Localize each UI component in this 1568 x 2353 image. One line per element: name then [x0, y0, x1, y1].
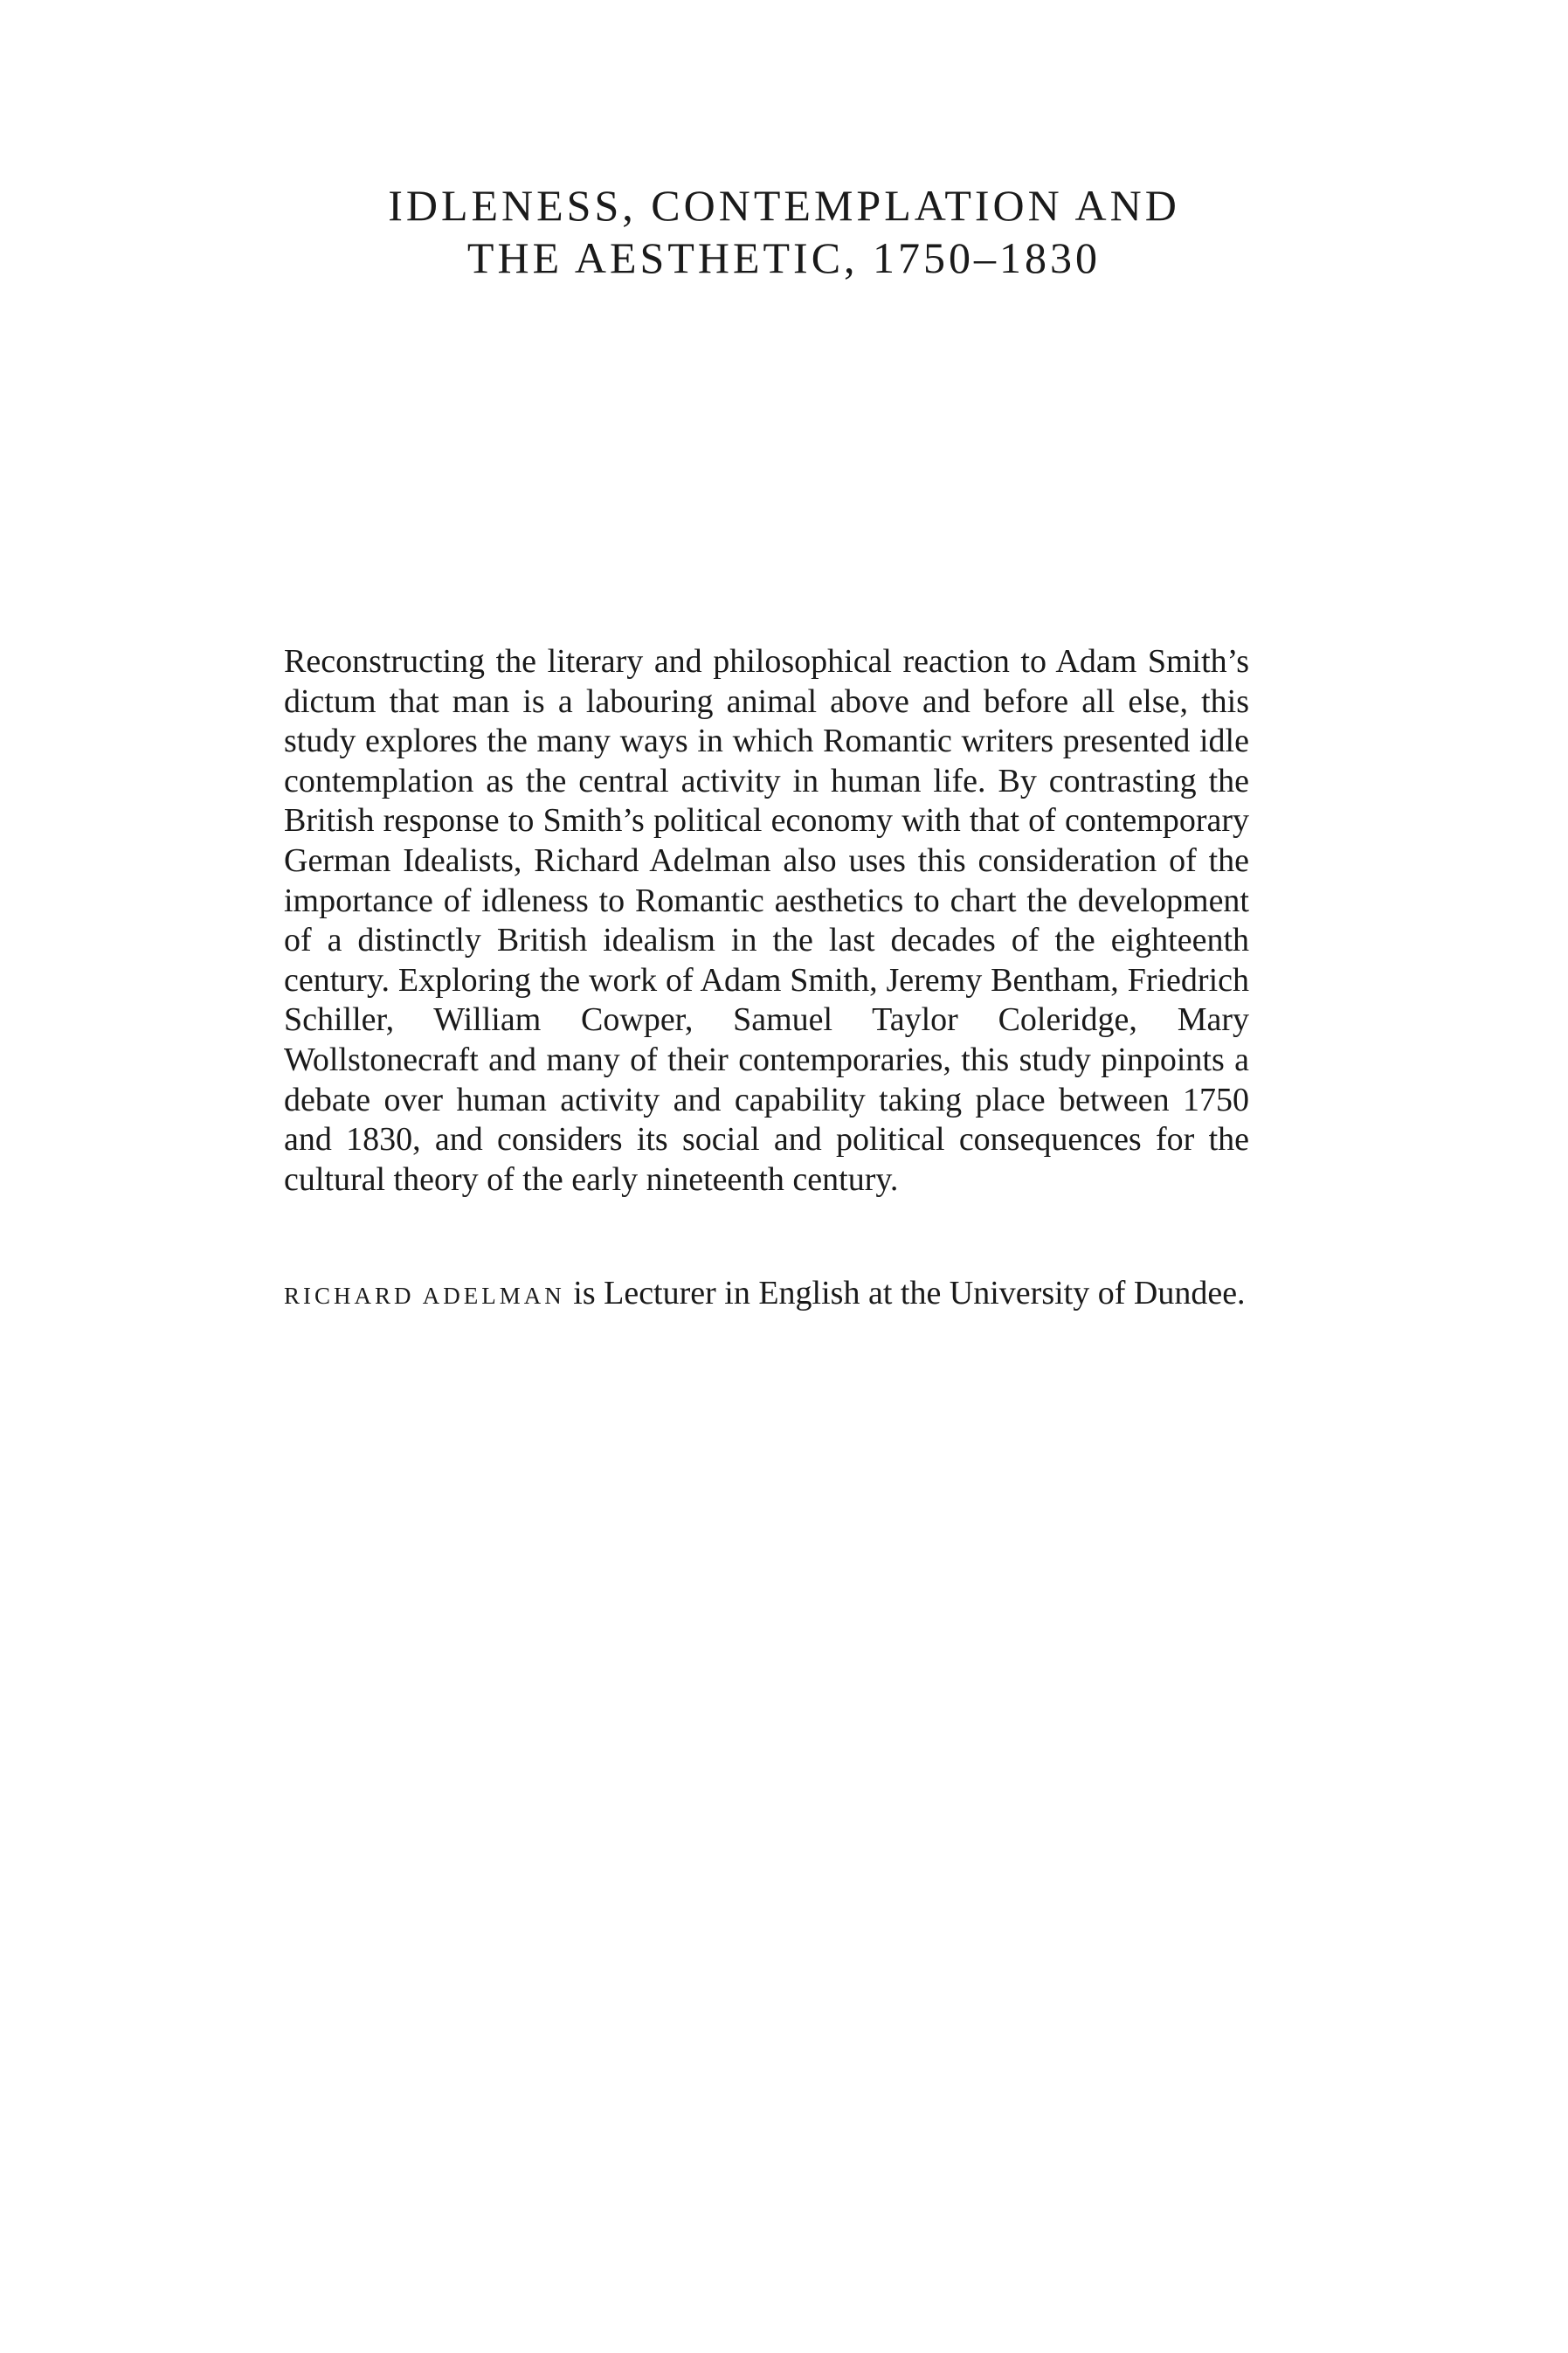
title-line-1: IDLENESS, CONTEMPLATION AND: [388, 181, 1180, 230]
author-bio-text: is Lecturer in English at the University of Dundee.: [564, 1275, 1246, 1311]
book-title: [0, 179, 1568, 284]
book-description: Reconstructing the literary and philosophical reaction to Adam Smith’s dictum that man is a labouring animal above and before all else, this study explores the many ways in which Romantic writers presented idle contemplation as the central activity in human life. By contrasting the British response to Smith’s political economy with that of contemporary German Idealists, Richard Adelman also uses this consideration of the importance of idleness to Romantic aesthetics to chart the development of a distinctly British idealism in the last decades of the eighteenth century. Exploring the work of Adam Smith, Jeremy Bentham, Friedrich Schiller, William Cowper, Samuel Taylor Coleridge, Mary Wollstonecraft and many of their contemporaries, this study pinpoints a debate over human activity and capability taking place between 1750 and 1830, and considers its social and political consequences for the cultural theory of the early nineteenth century.: [284, 643, 1249, 1198]
author-bio: [284, 1274, 1249, 1317]
author-name: RICHARD ADELMAN: [284, 1283, 565, 1309]
title-line-2: THE AESTHETIC, 1750–1830: [466, 233, 1102, 282]
